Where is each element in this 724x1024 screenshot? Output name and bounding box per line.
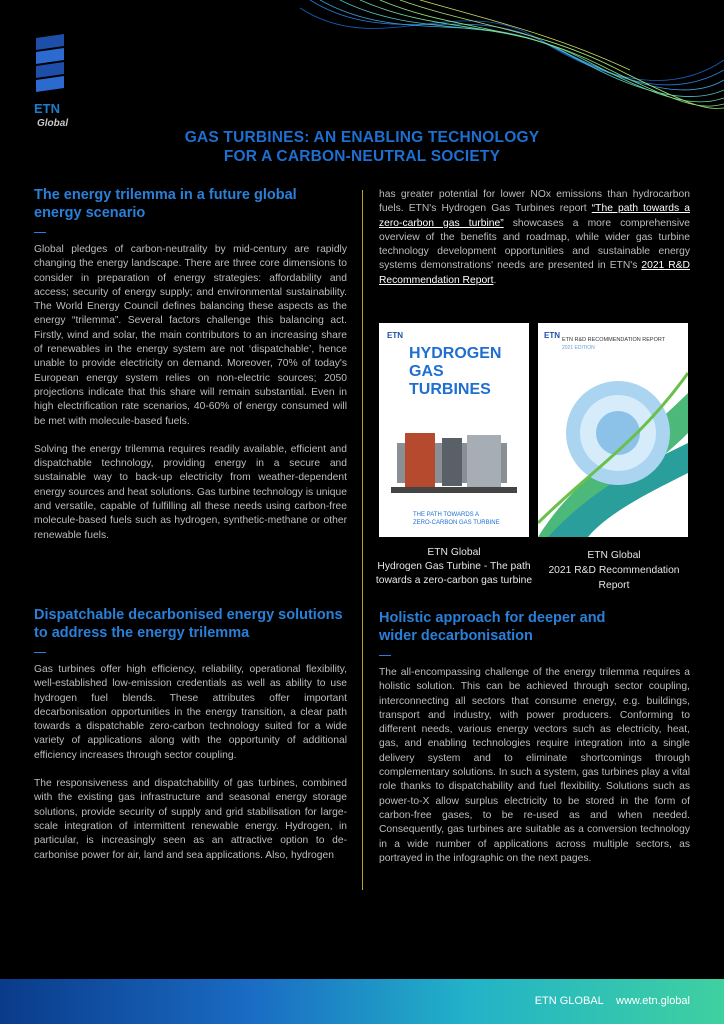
cover-title: HYDROGEN GAS TURBINES xyxy=(409,345,502,398)
page-title: GAS TURBINES: AN ENABLING TECHNOLOGY FOR A CARBON-NEUTRAL SOCIETY xyxy=(184,129,540,165)
left-column xyxy=(34,186,347,543)
logo-text: ETN xyxy=(34,101,60,116)
footer-text: ETN GLOBAL www.etn.global xyxy=(534,995,690,1007)
section-heading-dispatchable: Dispatchable decarbonised energy solutions to address the energy trilemma xyxy=(34,607,343,641)
paragraph: has greater potential for lower NOx emissions than hydrocarbon fuels. ETN's Hydrogen Gas Turbines report “The path towards a zero-carbon gas turbine” showcases a more comprehensive overview of the benefits and roadmap, while wider gas turbine technology development opportunities and sustainable energy systems demonstrations' needs are presented in ETN's 2021 R&D Recommendation Report. xyxy=(379,189,690,286)
heading-dash xyxy=(379,655,391,656)
heading-dash xyxy=(34,652,46,653)
turbine-image-icon xyxy=(387,413,521,503)
website-link[interactable]: www.etn.global xyxy=(616,995,690,1007)
heading-dash xyxy=(34,232,46,233)
cover-caption: ETN Global 2021 R&D Recommendation Report xyxy=(548,550,680,591)
rd-report-cover[interactable] xyxy=(538,323,688,537)
cover-title: ETN R&D RECOMMENDATION REPORT xyxy=(562,337,666,343)
paragraph: The responsiveness and dispatchability of gas turbines, combined with the existing gas infrastructure and seasonal energy storage solutions, provide security of supply and grid stabilisation for large-scale integration of intermittent renewable energy. Hydrogen, in particular, is increasingly seen as an attractive option to de-carbonise power for air, land and sea applications. Also, hydrogen xyxy=(34,778,347,861)
footer-bar xyxy=(0,979,724,1024)
cover-caption: ETN Global Hydrogen Gas Turbine - The path towards a zero-carbon gas turbine xyxy=(375,547,533,586)
hydrogen-report-link[interactable]: “The path towards a zero-carbon gas turbine” xyxy=(379,203,690,229)
paragraph: Gas turbines offer high efficiency, reliability, operational flexibility, well-established low-emission credentials as well as ability to use hydrogen fuel blends. These attributes offer important decarbonisation opportunities in the energy transition, a clear path towards a dispatchable zero-carbon technology suited for a wide variety of applications along with the opportunity of additional efficiency increases through sector coupling. xyxy=(34,664,347,761)
cover-subtitle: THE PATH TOWARDS A ZERO-CARBON GAS TURBINE xyxy=(413,512,500,526)
paragraph: Global pledges of carbon-neutrality by mid-century are rapidly changing the energy landscape. There are three core dimensions to consider in preparation of energy strategies: affordability and access; security of energy supply; and environmental sustainability. The World Energy Council defines balancing these aspects as the energy “trilemma”. Several factors challenge this balancing act. Firstly, wind and solar, the main contributors to an increasing share of renewables in the energy system are not ‘dispatchable’, hence unable to provide electricity on demand. Moreover, 70% of today's European energy system relies on non-electric sources; 2050 projections indicate that this share will remain substantial. Even in high electrification rate scenarios, 40-60% of energy consumed will be met with molecule-based fuels. xyxy=(34,244,347,427)
paragraph: Solving the energy trilemma requires readily available, efficient and dispatchable technology, providing energy in a secure and sustainable way to back-up electricity from weather-dependent energy sources and heat solutions. Gas turbine technology is unique and versatile, capable of fulfilling all these needs using carbon-free molecule-based fuels such as hydrogen, synthetic-methane or other renewable fuels. xyxy=(34,443,347,541)
section-heading-trilemma: The energy trilemma in a future global energy scenario xyxy=(34,187,297,221)
paragraph: The all-encompassing challenge of the energy trilemma requires a holistic solution. This can be achieved through sector coupling, interconnecting all sectors that consume energy, e.g. buildings, transport and industry, with power producers. Conforming to different needs, various energy vectors such as electricity, heat, gas, and enabling technologies require integration into a single delivery system and to eliminate shortcomings through complementary solutions. In such a system, gas turbines play a vital role thanks to dispatchability and fuel flexibility. Solutions such as power-to-X allow surplus electricity to be stored in the form of carbon-free gases, to be re-used as and when needed. Consequently, gas turbines are suitable as a conversion technology in a wide number of applications across multiple sectors, as portrayed in the infographic on the next pages. xyxy=(379,667,690,864)
right-column-lower xyxy=(379,609,690,866)
cover-logo: ETN xyxy=(544,331,560,340)
section-heading-holistic: Holistic approach for deeper and wider decarbonisation xyxy=(379,610,606,644)
turbine-render-icon xyxy=(538,353,688,537)
rd-report-link[interactable]: 2021 R&D Recommendation Report xyxy=(379,260,690,286)
wave-decoration xyxy=(300,0,724,110)
hydrogen-report-cover[interactable] xyxy=(379,323,529,537)
right-column xyxy=(379,188,690,288)
cover-logo: ETN xyxy=(387,331,403,340)
cover-year: 2021 EDITION xyxy=(562,345,595,351)
left-column-lower xyxy=(34,606,347,863)
column-divider xyxy=(362,190,363,890)
logo-subtext: Global xyxy=(37,118,69,129)
